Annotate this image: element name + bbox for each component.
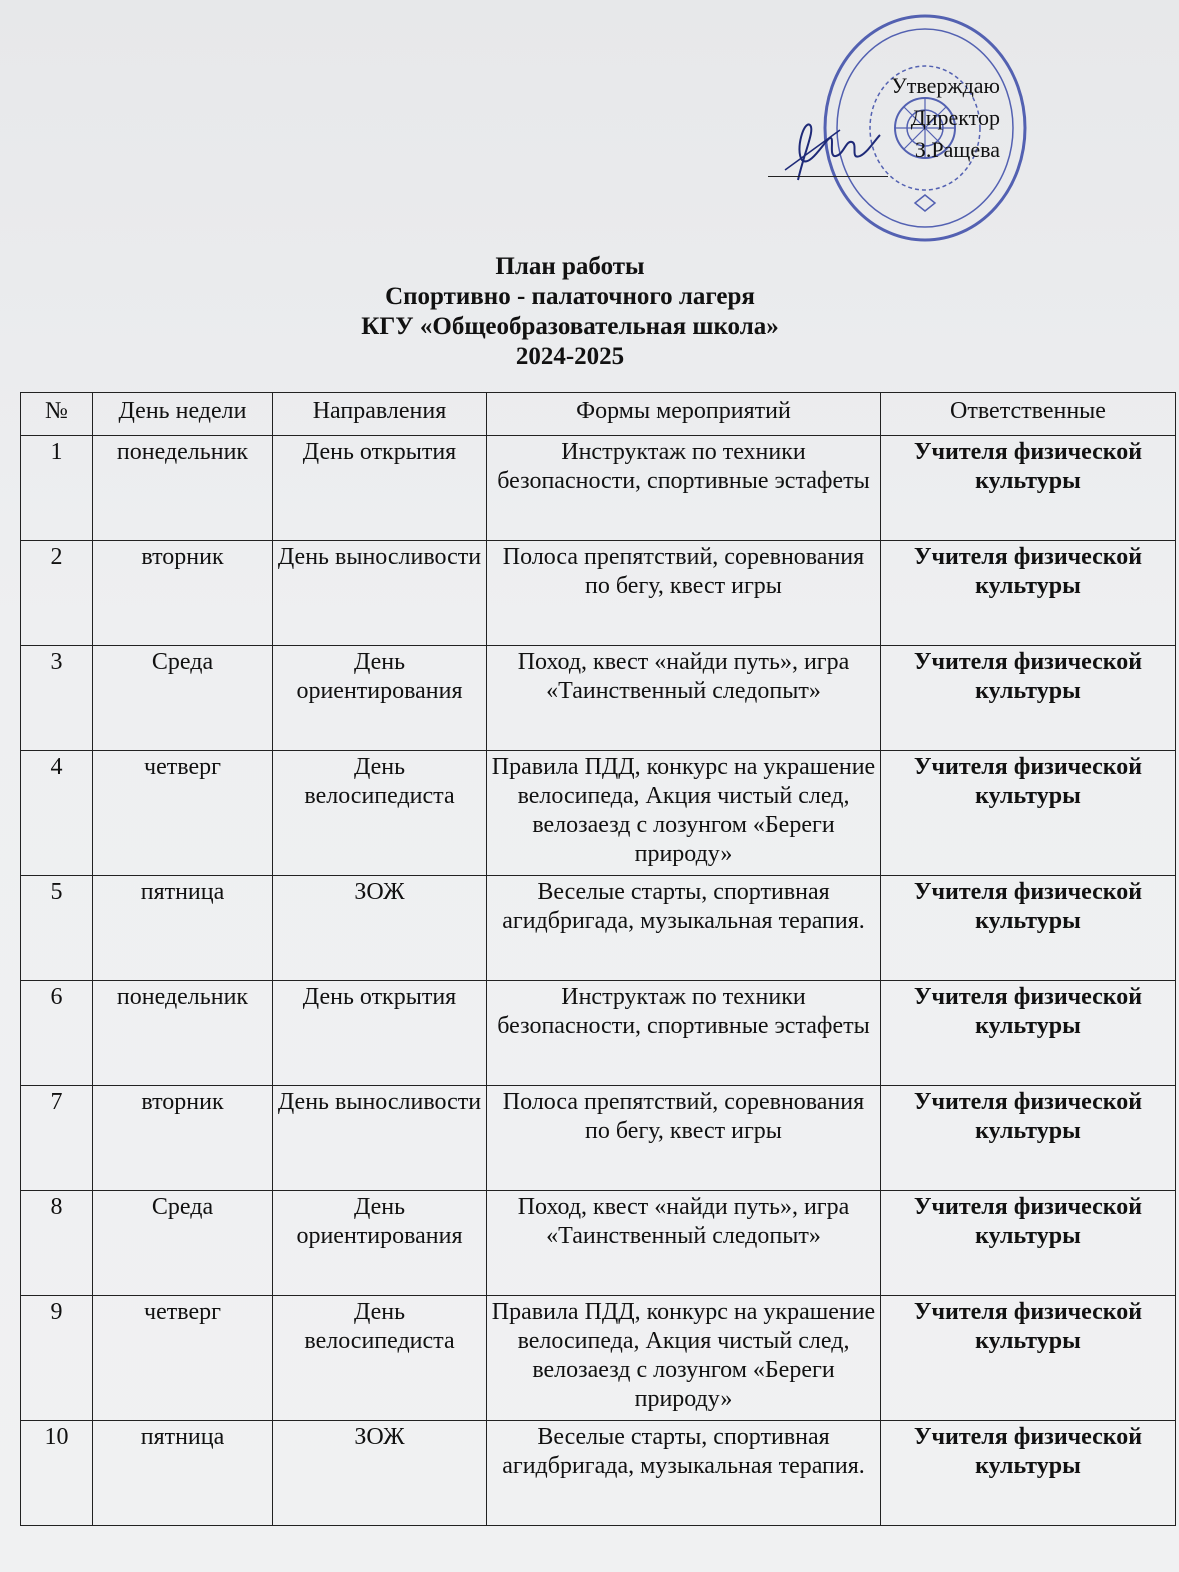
cell-responsible: Учителя физической культуры: [881, 876, 1176, 981]
cell-responsible: Учителя физической культуры: [881, 1296, 1176, 1421]
cell-forms: Поход, квест «найди путь», игра «Таинственный следопыт»: [487, 646, 881, 751]
cell-number: 5: [21, 876, 93, 981]
table-row: [21, 436, 1176, 541]
title-line-2: Спортивно - палаточного лагеря: [385, 283, 755, 310]
title-line-1: План работы: [495, 253, 645, 280]
cell-responsible: Учителя физической культуры: [881, 1421, 1176, 1526]
document-title: [240, 252, 900, 372]
table-row: [21, 541, 1176, 646]
cell-number: 6: [21, 981, 93, 1086]
header-responsible: Ответственные: [881, 393, 1176, 436]
cell-direction: День открытия: [273, 436, 487, 541]
cell-responsible: Учителя физической культуры: [881, 1191, 1176, 1296]
table-row: [21, 981, 1176, 1086]
cell-day: понедельник: [93, 436, 273, 541]
cell-forms: Поход, квест «найди путь», игра «Таинственный следопыт»: [487, 1191, 881, 1296]
approval-block: [770, 70, 1000, 166]
title-line-4: 2024-2025: [515, 343, 625, 370]
cell-number: 2: [21, 541, 93, 646]
cell-responsible: Учителя физической культуры: [881, 436, 1176, 541]
cell-direction: День ориентирования: [273, 646, 487, 751]
approval-name: З.Ращева: [914, 137, 1000, 162]
cell-forms: Веселые старты, спортивная агидбригада, музыкальная терапия.: [487, 876, 881, 981]
cell-number: 10: [21, 1421, 93, 1526]
cell-day: пятница: [93, 1421, 273, 1526]
cell-direction: День ориентирования: [273, 1191, 487, 1296]
cell-day: вторник: [93, 1086, 273, 1191]
table-row: [21, 1421, 1176, 1526]
header-direction: Направления: [273, 393, 487, 436]
cell-number: 3: [21, 646, 93, 751]
cell-forms: Полоса препятствий, соревнования по бегу, квест игры: [487, 1086, 881, 1191]
cell-forms: Правила ПДД, конкурс на украшение велосипеда, Акция чистый след, велозаезд с лозунгом «Береги природу»: [487, 751, 881, 876]
table-row: [21, 876, 1176, 981]
table-row: [21, 1086, 1176, 1191]
cell-responsible: Учителя физической культуры: [881, 541, 1176, 646]
signature-line: [768, 176, 888, 177]
cell-responsible: Учителя физической культуры: [881, 751, 1176, 876]
cell-direction: День велосипедиста: [273, 751, 487, 876]
header-number: №: [21, 393, 93, 436]
cell-direction: День выносливости: [273, 541, 487, 646]
table-row: [21, 751, 1176, 876]
cell-direction: ЗОЖ: [273, 1421, 487, 1526]
cell-forms: Правила ПДД, конкурс на украшение велосипеда, Акция чистый след, велозаезд с лозунгом «Береги природу»: [487, 1296, 881, 1421]
cell-day: четверг: [93, 751, 273, 876]
cell-day: понедельник: [93, 981, 273, 1086]
cell-day: Среда: [93, 1191, 273, 1296]
table-row: [21, 646, 1176, 751]
cell-number: 7: [21, 1086, 93, 1191]
header-day: День недели: [93, 393, 273, 436]
cell-direction: ЗОЖ: [273, 876, 487, 981]
cell-forms: Полоса препятствий, соревнования по бегу, квест игры: [487, 541, 881, 646]
cell-responsible: Учителя физической культуры: [881, 981, 1176, 1086]
table-row: [21, 1191, 1176, 1296]
cell-direction: День велосипедиста: [273, 1296, 487, 1421]
title-line-3: КГУ «Общеобразовательная школа»: [361, 313, 779, 340]
cell-number: 1: [21, 436, 93, 541]
table-row: [21, 1296, 1176, 1421]
cell-forms: Инструктаж по техники безопасности, спортивные эстафеты: [487, 436, 881, 541]
approval-label: Утверждаю: [891, 73, 1000, 98]
table-header-row: [21, 393, 1176, 436]
cell-number: 4: [21, 751, 93, 876]
cell-direction: День выносливости: [273, 1086, 487, 1191]
cell-day: вторник: [93, 541, 273, 646]
cell-responsible: Учителя физической культуры: [881, 646, 1176, 751]
cell-day: четверг: [93, 1296, 273, 1421]
approval-position: Директор: [910, 105, 1000, 130]
schedule-table: [20, 392, 1176, 1526]
cell-direction: День открытия: [273, 981, 487, 1086]
cell-day: Среда: [93, 646, 273, 751]
header-forms: Формы мероприятий: [487, 393, 881, 436]
cell-number: 8: [21, 1191, 93, 1296]
cell-forms: Инструктаж по техники безопасности, спортивные эстафеты: [487, 981, 881, 1086]
cell-forms: Веселые старты, спортивная агидбригада, музыкальная терапия.: [487, 1421, 881, 1526]
cell-number: 9: [21, 1296, 93, 1421]
cell-day: пятница: [93, 876, 273, 981]
cell-responsible: Учителя физической культуры: [881, 1086, 1176, 1191]
